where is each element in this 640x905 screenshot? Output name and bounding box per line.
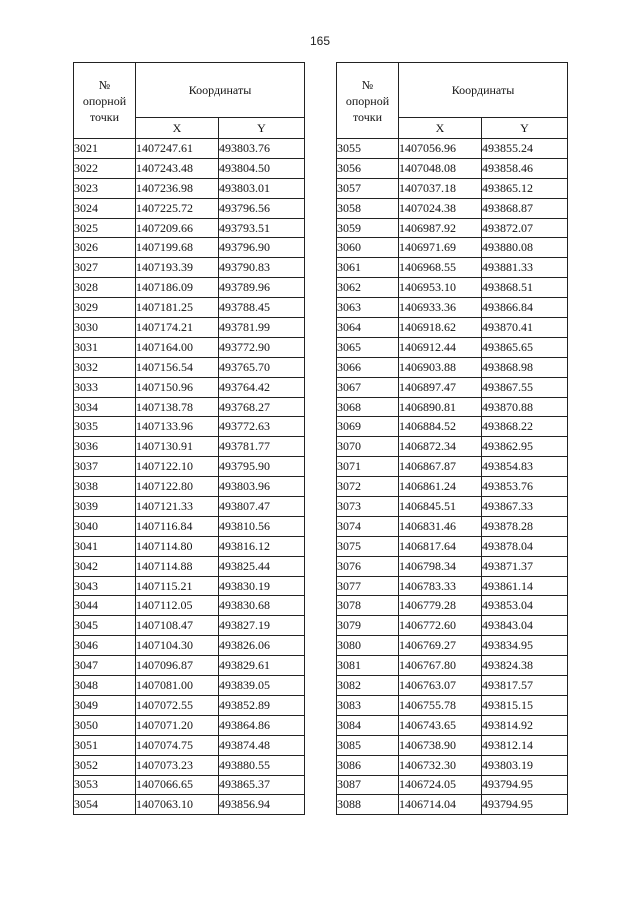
y-coordinate-cell: 493868.98 [482,357,568,377]
y-coordinate-cell: 493815.15 [482,695,568,715]
y-coordinate-cell: 493878.04 [482,536,568,556]
x-coordinate-cell: 1407114.88 [136,556,219,576]
x-coordinate-cell: 1407071.20 [136,715,219,735]
x-coordinate-cell: 1407133.96 [136,417,219,437]
y-coordinate-cell: 493793.51 [219,218,305,238]
table-row [337,357,568,377]
table-row [74,218,305,238]
table-row [337,735,568,755]
point-number-cell: 3070 [337,437,399,457]
y-coordinate-cell: 493781.99 [219,318,305,338]
x-coordinate-cell: 1406867.87 [399,457,482,477]
y-coordinate-cell: 493868.51 [482,278,568,298]
x-coordinate-cell: 1407150.96 [136,377,219,397]
x-coordinate-cell: 1406831.46 [399,516,482,536]
point-number-cell: 3034 [74,397,136,417]
point-number-cell: 3027 [74,258,136,278]
y-coordinate-cell: 493772.90 [219,337,305,357]
table-row [74,178,305,198]
x-coordinate-cell: 1407181.25 [136,298,219,318]
point-number-cell: 3076 [337,556,399,576]
y-column-header: Y [219,118,305,139]
x-coordinate-cell: 1406763.07 [399,676,482,696]
x-coordinate-cell: 1407066.65 [136,775,219,795]
y-coordinate-cell: 493765.70 [219,357,305,377]
y-coordinate-cell: 493880.55 [219,755,305,775]
y-coordinate-cell: 493824.38 [482,656,568,676]
y-coordinate-cell: 493871.37 [482,556,568,576]
y-coordinate-cell: 493854.83 [482,457,568,477]
x-coordinate-cell: 1407247.61 [136,139,219,159]
table-row [337,218,568,238]
y-coordinate-cell: 493790.83 [219,258,305,278]
point-number-cell: 3038 [74,477,136,497]
point-number-cell: 3068 [337,397,399,417]
point-number-cell: 3065 [337,337,399,357]
table-row [337,178,568,198]
x-coordinate-cell: 1407122.10 [136,457,219,477]
point-number-cell: 3057 [337,178,399,198]
table-row [337,715,568,735]
table-row [337,536,568,556]
y-coordinate-cell: 493789.96 [219,278,305,298]
x-coordinate-cell: 1407048.08 [399,158,482,178]
x-coordinate-cell: 1407056.96 [399,139,482,159]
point-number-cell: 3052 [74,755,136,775]
x-coordinate-cell: 1407199.68 [136,238,219,258]
table-body-right [337,139,568,815]
x-coordinate-cell: 1407138.78 [136,397,219,417]
point-number-cell: 3066 [337,357,399,377]
point-number-cell: 3064 [337,318,399,338]
y-coordinate-cell: 493839.05 [219,676,305,696]
x-coordinate-cell: 1407112.05 [136,596,219,616]
x-coordinate-cell: 1407121.33 [136,497,219,517]
table-row [337,198,568,218]
table-row [74,397,305,417]
x-column-header: X [136,118,219,139]
table-row [337,397,568,417]
y-coordinate-cell: 493865.37 [219,775,305,795]
point-number-cell: 3067 [337,377,399,397]
x-coordinate-cell: 1406903.88 [399,357,482,377]
x-coordinate-cell: 1406732.30 [399,755,482,775]
table-row [74,139,305,159]
point-number-cell: 3083 [337,695,399,715]
x-coordinate-cell: 1406772.60 [399,616,482,636]
point-number-cell: 3047 [74,656,136,676]
x-coordinate-cell: 1407037.18 [399,178,482,198]
y-coordinate-cell: 493868.87 [482,198,568,218]
y-coordinate-cell: 493865.12 [482,178,568,198]
y-coordinate-cell: 493856.94 [219,795,305,815]
point-number-cell: 3033 [74,377,136,397]
table-row [337,497,568,517]
table-row [74,278,305,298]
y-coordinate-cell: 493803.19 [482,755,568,775]
x-coordinate-cell: 1406968.55 [399,258,482,278]
x-coordinate-cell: 1407072.55 [136,695,219,715]
x-coordinate-cell: 1406918.62 [399,318,482,338]
y-coordinate-cell: 493804.50 [219,158,305,178]
point-number-cell: 3055 [337,139,399,159]
point-number-cell: 3063 [337,298,399,318]
table-body-left [74,139,305,815]
table-row [337,298,568,318]
table-row [337,477,568,497]
y-coordinate-cell: 493865.65 [482,337,568,357]
x-coordinate-cell: 1406987.92 [399,218,482,238]
x-coordinate-cell: 1407193.39 [136,258,219,278]
y-coordinate-cell: 493794.95 [482,795,568,815]
y-coordinate-cell: 493807.47 [219,497,305,517]
x-coordinate-cell: 1407081.00 [136,676,219,696]
point-number-cell: 3086 [337,755,399,775]
point-number-cell: 3080 [337,636,399,656]
table-row [337,318,568,338]
x-coordinate-cell: 1407174.21 [136,318,219,338]
table-row [74,337,305,357]
y-coordinate-cell: 493829.61 [219,656,305,676]
point-number-cell: 3056 [337,158,399,178]
y-coordinate-cell: 493872.07 [482,218,568,238]
y-coordinate-cell: 493867.55 [482,377,568,397]
table-row [74,318,305,338]
x-coordinate-cell: 1407186.09 [136,278,219,298]
point-number-cell: 3051 [74,735,136,755]
y-coordinate-cell: 493852.89 [219,695,305,715]
x-coordinate-cell: 1406724.05 [399,775,482,795]
table-row [337,377,568,397]
y-coordinate-cell: 493795.90 [219,457,305,477]
table-row [74,695,305,715]
table-row [74,556,305,576]
point-number-cell: 3043 [74,576,136,596]
point-number-header [74,63,136,139]
table-row [74,576,305,596]
point-number-cell: 3041 [74,536,136,556]
y-coordinate-cell: 493853.04 [482,596,568,616]
table-row [74,735,305,755]
table-row [74,238,305,258]
y-coordinate-cell: 493858.46 [482,158,568,178]
point-number-cell: 3022 [74,158,136,178]
point-number-cell: 3029 [74,298,136,318]
point-number-cell: 3040 [74,516,136,536]
y-coordinate-cell: 493855.24 [482,139,568,159]
table-row [74,258,305,278]
point-number-cell: 3075 [337,536,399,556]
x-coordinate-cell: 1406971.69 [399,238,482,258]
y-coordinate-cell: 493796.90 [219,238,305,258]
point-number-cell: 3082 [337,676,399,696]
y-coordinate-cell: 493868.22 [482,417,568,437]
x-coordinate-cell: 1407225.72 [136,198,219,218]
point-number-cell: 3050 [74,715,136,735]
point-number-cell: 3031 [74,337,136,357]
y-coordinate-cell: 493768.27 [219,397,305,417]
table-row [74,198,305,218]
x-coordinate-cell: 1407164.00 [136,337,219,357]
table-row [74,417,305,437]
table-row [74,477,305,497]
y-coordinate-cell: 493814.92 [482,715,568,735]
page-number: 165 [309,34,331,48]
y-coordinate-cell: 493853.76 [482,477,568,497]
x-coordinate-cell: 1407063.10 [136,795,219,815]
table-row [337,755,568,775]
x-coordinate-cell: 1407104.30 [136,636,219,656]
point-number-cell: 3048 [74,676,136,696]
y-coordinate-cell: 493864.86 [219,715,305,735]
x-coordinate-cell: 1406783.33 [399,576,482,596]
x-coordinate-cell: 1406798.34 [399,556,482,576]
point-number-cell: 3058 [337,198,399,218]
table-row [337,417,568,437]
point-number-cell: 3023 [74,178,136,198]
point-number-cell: 3087 [337,775,399,795]
table-row [337,656,568,676]
point-number-cell: 3053 [74,775,136,795]
table-row [337,616,568,636]
table-row [337,139,568,159]
point-number-cell: 3044 [74,596,136,616]
table-row [74,795,305,815]
x-coordinate-cell: 1406933.36 [399,298,482,318]
point-number-cell: 3054 [74,795,136,815]
table-row [337,337,568,357]
table-row [74,158,305,178]
point-number-cell: 3046 [74,636,136,656]
y-coordinate-cell: 493827.19 [219,616,305,636]
table-row [74,775,305,795]
x-coordinate-cell: 1406861.24 [399,477,482,497]
x-coordinate-cell: 1406714.04 [399,795,482,815]
table-row [74,377,305,397]
x-coordinate-cell: 1407073.23 [136,755,219,775]
y-coordinate-cell: 493866.84 [482,298,568,318]
x-coordinate-cell: 1407243.48 [136,158,219,178]
point-number-header-label: № опорной точки [82,77,127,124]
point-number-cell: 3078 [337,596,399,616]
x-coordinate-cell: 1406743.65 [399,715,482,735]
x-coordinate-cell: 1407209.66 [136,218,219,238]
y-coordinate-cell: 493803.96 [219,477,305,497]
y-coordinate-cell: 493817.57 [482,676,568,696]
x-coordinate-cell: 1407096.87 [136,656,219,676]
point-number-cell: 3071 [337,457,399,477]
y-coordinate-cell: 493861.14 [482,576,568,596]
point-number-header-label: № опорной точки [345,77,390,124]
table-row [337,516,568,536]
point-number-cell: 3032 [74,357,136,377]
point-number-cell: 3036 [74,437,136,457]
point-number-cell: 3026 [74,238,136,258]
x-coordinate-cell: 1406890.81 [399,397,482,417]
coordinates-header: Координаты [399,63,568,118]
table-row [337,576,568,596]
y-coordinate-cell: 493812.14 [482,735,568,755]
x-coordinate-cell: 1406953.10 [399,278,482,298]
point-number-cell: 3088 [337,795,399,815]
x-coordinate-cell: 1406912.44 [399,337,482,357]
table-row [74,636,305,656]
y-coordinate-cell: 493816.12 [219,536,305,556]
table-row [337,437,568,457]
table-row [337,775,568,795]
table-row [337,278,568,298]
table-row [74,536,305,556]
table-row [337,258,568,278]
table-row [74,298,305,318]
y-coordinate-cell: 493794.95 [482,775,568,795]
y-coordinate-cell: 493843.04 [482,616,568,636]
table-row [337,158,568,178]
point-number-cell: 3024 [74,198,136,218]
table-row [74,497,305,517]
y-coordinate-cell: 493803.76 [219,139,305,159]
x-coordinate-cell: 1406845.51 [399,497,482,517]
point-number-cell: 3042 [74,556,136,576]
y-coordinate-cell: 493803.01 [219,178,305,198]
y-coordinate-cell: 493830.68 [219,596,305,616]
coordinates-table-left [73,62,305,815]
y-coordinate-cell: 493834.95 [482,636,568,656]
y-coordinate-cell: 493781.77 [219,437,305,457]
coordinates-header: Координаты [136,63,305,118]
y-coordinate-cell: 493867.33 [482,497,568,517]
point-number-cell: 3084 [337,715,399,735]
x-coordinate-cell: 1407130.91 [136,437,219,457]
x-coordinate-cell: 1406767.80 [399,656,482,676]
y-column-header: Y [482,118,568,139]
point-number-cell: 3062 [337,278,399,298]
point-number-cell: 3028 [74,278,136,298]
table-row [74,676,305,696]
x-coordinate-cell: 1407156.54 [136,357,219,377]
point-number-cell: 3049 [74,695,136,715]
point-number-cell: 3039 [74,497,136,517]
x-coordinate-cell: 1406779.28 [399,596,482,616]
table-row [74,457,305,477]
y-coordinate-cell: 493881.33 [482,258,568,278]
y-coordinate-cell: 493862.95 [482,437,568,457]
x-coordinate-cell: 1406769.27 [399,636,482,656]
point-number-cell: 3073 [337,497,399,517]
table-row [74,715,305,735]
x-coordinate-cell: 1407236.98 [136,178,219,198]
x-coordinate-cell: 1407116.84 [136,516,219,536]
table-row [337,676,568,696]
x-coordinate-cell: 1406755.78 [399,695,482,715]
table-row [337,457,568,477]
point-number-cell: 3085 [337,735,399,755]
point-number-cell: 3035 [74,417,136,437]
x-coordinate-cell: 1407114.80 [136,536,219,556]
point-number-cell: 3037 [74,457,136,477]
table-row [74,357,305,377]
x-coordinate-cell: 1406884.52 [399,417,482,437]
table-row [74,656,305,676]
y-coordinate-cell: 493870.88 [482,397,568,417]
y-coordinate-cell: 493878.28 [482,516,568,536]
point-number-cell: 3069 [337,417,399,437]
x-coordinate-cell: 1406817.64 [399,536,482,556]
table-row [337,238,568,258]
point-number-cell: 3074 [337,516,399,536]
table-row [74,755,305,775]
x-coordinate-cell: 1406872.34 [399,437,482,457]
point-number-cell: 3045 [74,616,136,636]
y-coordinate-cell: 493870.41 [482,318,568,338]
table-row [337,596,568,616]
point-number-cell: 3025 [74,218,136,238]
point-number-header [337,63,399,139]
x-coordinate-cell: 1407024.38 [399,198,482,218]
x-coordinate-cell: 1407108.47 [136,616,219,636]
table-row [74,596,305,616]
point-number-cell: 3072 [337,477,399,497]
point-number-cell: 3059 [337,218,399,238]
x-coordinate-cell: 1406738.90 [399,735,482,755]
table-row [337,636,568,656]
table-row [74,516,305,536]
y-coordinate-cell: 493810.56 [219,516,305,536]
coordinates-table-right [336,62,568,815]
table-row [337,556,568,576]
y-coordinate-cell: 493764.42 [219,377,305,397]
table-row [337,795,568,815]
y-coordinate-cell: 493880.08 [482,238,568,258]
point-number-cell: 3030 [74,318,136,338]
x-coordinate-cell: 1407115.21 [136,576,219,596]
table-row [337,695,568,715]
point-number-cell: 3079 [337,616,399,636]
y-coordinate-cell: 493874.48 [219,735,305,755]
x-column-header: X [399,118,482,139]
point-number-cell: 3021 [74,139,136,159]
x-coordinate-cell: 1407074.75 [136,735,219,755]
y-coordinate-cell: 493830.19 [219,576,305,596]
point-number-cell: 3081 [337,656,399,676]
table-row [74,437,305,457]
point-number-cell: 3077 [337,576,399,596]
x-coordinate-cell: 1407122.80 [136,477,219,497]
table-row [74,616,305,636]
y-coordinate-cell: 493826.06 [219,636,305,656]
y-coordinate-cell: 493825.44 [219,556,305,576]
y-coordinate-cell: 493772.63 [219,417,305,437]
y-coordinate-cell: 493796.56 [219,198,305,218]
point-number-cell: 3060 [337,238,399,258]
y-coordinate-cell: 493788.45 [219,298,305,318]
point-number-cell: 3061 [337,258,399,278]
x-coordinate-cell: 1406897.47 [399,377,482,397]
